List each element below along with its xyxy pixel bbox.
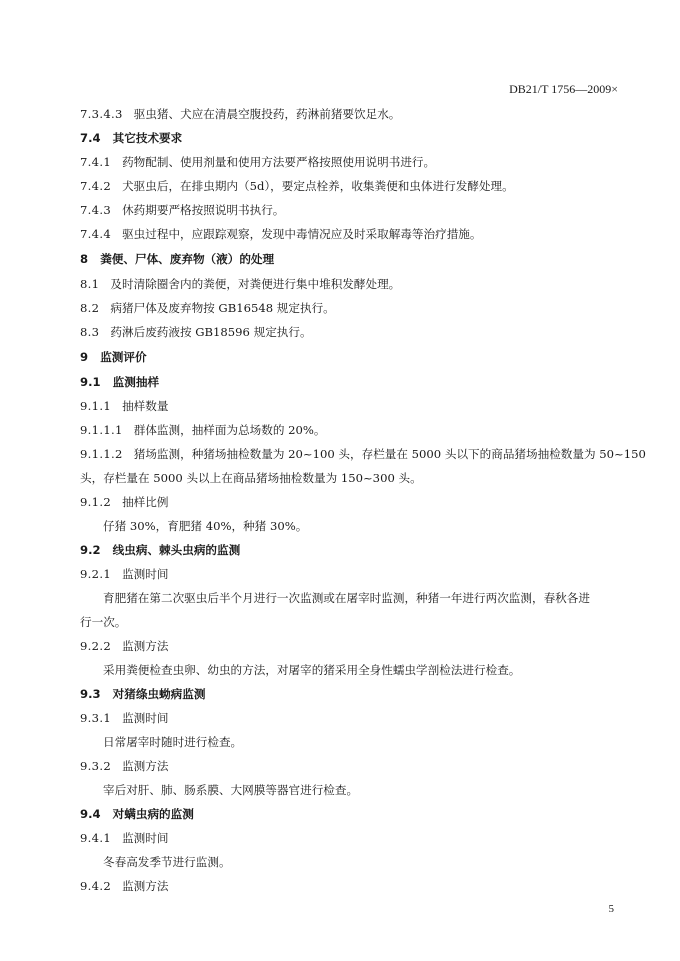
clause-8-1: 8.1 及时清除圈舍内的粪便，对粪便进行集中堆积发酵处理。 bbox=[80, 277, 401, 291]
clause-9-3-2: 9.3.2 监测方法 bbox=[80, 759, 169, 773]
clause-9-2-1-body-cont: 行一次。 bbox=[80, 615, 127, 629]
section-9-heading: 9 监测评价 bbox=[80, 350, 147, 364]
clause-9-4-2: 9.4.2 监测方法 bbox=[80, 879, 169, 893]
page-number: 5 bbox=[608, 903, 614, 915]
clause-7-4-2: 7.4.2 犬驱虫后，在排虫期内（5d），要定点栓养，收集粪便和虫体进行发酵处理。 bbox=[80, 179, 514, 193]
document-code: DB21/T 1756—2009× bbox=[509, 82, 618, 96]
section-8-heading: 8 粪便、尸体、废弃物（液）的处理 bbox=[80, 252, 275, 266]
clause-9-2-2: 9.2.2 监测方法 bbox=[80, 639, 169, 653]
clause-9-2-1: 9.2.1 监测时间 bbox=[80, 567, 169, 581]
clause-9-1-1-1: 9.1.1.1 群体监测，抽样面为总场数的 20%。 bbox=[80, 423, 326, 437]
clause-9-4-1-body: 冬春高发季节进行监测。 bbox=[103, 855, 231, 869]
page-body bbox=[80, 106, 646, 894]
clause-9-2-2-body: 采用粪便检查虫卵、幼虫的方法，对屠宰的猪采用全身性蠕虫学剖检法进行检查。 bbox=[103, 663, 521, 677]
clause-9-1-1: 9.1.1 抽样数量 bbox=[80, 399, 169, 413]
clause-7-4-4: 7.4.4 驱虫过程中，应跟踪观察，发现中毒情况应及时采取解毒等治疗措施。 bbox=[80, 227, 482, 241]
section-9-1-heading: 9.1 监测抽样 bbox=[80, 375, 160, 389]
clause-9-1-1-2: 9.1.1.2 猪场监测，种猪场抽检数量为 20~100 头，存栏量在 5000 头以下的商品猪场抽检数量为 50~150 bbox=[80, 447, 646, 461]
clause-9-3-1: 9.3.1 监测时间 bbox=[80, 711, 169, 725]
clause-9-3-1-body: 日常屠宰时随时进行检查。 bbox=[103, 735, 243, 749]
section-9-4-heading: 9.4 对螨虫病的监测 bbox=[80, 807, 194, 821]
clause-9-3-2-body: 宰后对肝、肺、肠系膜、大网膜等器官进行检查。 bbox=[103, 783, 359, 797]
clause-9-4-1: 9.4.1 监测时间 bbox=[80, 831, 169, 845]
clause-7-4-3: 7.4.3 休药期要严格按照说明书执行。 bbox=[80, 203, 285, 217]
clause-7-3-4-3: 7.3.4.3 驱虫猪、犬应在清晨空腹投药，药淋前猪要饮足水。 bbox=[80, 107, 401, 121]
section-9-3-heading: 9.3 对猪绦虫蚴病监测 bbox=[80, 687, 206, 701]
clause-9-2-1-body: 育肥猪在第二次驱虫后半个月进行一次监测或在屠宰时监测，种猪一年进行两次监测，春秋各进 bbox=[103, 591, 590, 605]
clause-8-3: 8.3 药淋后废药液按 GB18596 规定执行。 bbox=[80, 325, 312, 339]
clause-8-2: 8.2 病猪尸体及废弃物按 GB16548 规定执行。 bbox=[80, 301, 335, 315]
clause-7-4-1: 7.4.1 药物配制、使用剂量和使用方法要严格按照使用说明书进行。 bbox=[80, 155, 436, 169]
clause-9-1-2: 9.1.2 抽样比例 bbox=[80, 495, 169, 509]
section-7-4-heading: 7.4 其它技术要求 bbox=[80, 131, 183, 145]
clause-9-1-1-2-cont: 头，存栏量在 5000 头以上在商品猪场抽检数量为 150~300 头。 bbox=[80, 471, 422, 485]
clause-9-1-2-body: 仔猪 30%，育肥猪 40%，种猪 30%。 bbox=[103, 519, 308, 533]
section-9-2-heading: 9.2 线虫病、棘头虫病的监测 bbox=[80, 543, 241, 557]
